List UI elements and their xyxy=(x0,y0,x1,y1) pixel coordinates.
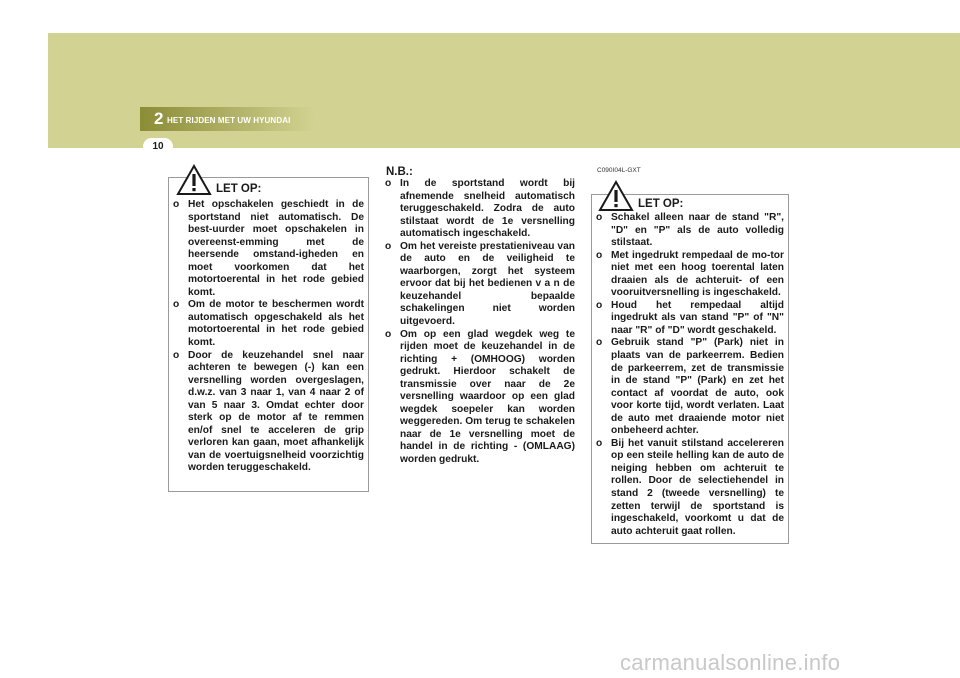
page-number: 10 xyxy=(152,141,164,152)
list-item: o Om de motor te beschermen wordt automatisch opgeschakeld als het motortoerental in het rode gebied komt. xyxy=(173,299,364,349)
list-item: o Gebruik stand "P" (Park) niet in plaats van de parkeerrem. Bedien de parkeerrem, zet de transmissie in de stand "P" (Park) en zet het contact af voordat de auto, ook voor korte tijd, wordt verlaten. Laat de auto met draaiende motor niet onbeheerd achter. xyxy=(596,337,784,437)
right-caution-list xyxy=(596,212,784,538)
list-item: o Om het vereiste prestatieniveau van de auto en de veiligheid te waarborgen, zorgt het systeem ervoor dat bij het bedienen v a n de keuzehandel bepaalde schakelingen niet worden uitgevoerd. xyxy=(385,240,575,328)
left-caution-title: LET OP: xyxy=(216,183,262,195)
chapter-title: HET RIJDEN MET UW HYUNDAI xyxy=(167,116,291,125)
list-item: o Het opschakelen geschiedt in de sportstand niet automatisch. De best-uurder moet opschakelen in overeenst-emming met de heersende omstand-igheden en moet voorkomen dat het motortoerental in het rode gebied komt. xyxy=(173,199,364,298)
list-item: o Met ingedrukt rempedaal de mo-tor niet met een hoog toerental laten draaien als de achteruit- of een vooruitversnelling is ingeschakeld. xyxy=(596,249,784,299)
list-item: o Bij het vanuit stilstand accelereren op een steile helling kan de auto de neiging hebben om achteruit te rollen. Door de selectiehendel in stand 2 (tweede versnelling) te zetten terwijl de sportstand is ingeschakeld, voorkomt u dat de auto achteruit gaat rollen. xyxy=(596,437,784,537)
note-list xyxy=(385,178,575,467)
chapter-number: 2 xyxy=(154,109,164,128)
left-caution-list xyxy=(173,199,364,475)
image-code: C090I04L-GXT xyxy=(597,167,641,174)
list-item: o Door de keuzehandel snel naar achteren te bewegen (-) kan een versnelling worden overgeslagen, d.w.z. van 3 naar 1, van 4 naar 2 of van 5 naar 3. Omdat echter door sterk op de motor af te remmen en/of snel te acceleren de grip verloren kan gaan, moet afhankelijk van de voertuigsnelheid voorzichtig worden teruggeschakeld. xyxy=(173,349,364,474)
right-caution-title: LET OP: xyxy=(638,198,684,210)
note-title: N.B.: xyxy=(386,166,413,178)
list-item: o Om op een glad wegdek weg te rijden moet de keuzehandel in de richting + (OMHOOG) worden gedrukt. Hierdoor schakelt de transmissie over naar de 2e versnelling waardoor op een glad wegdek soepeler kan worden weggereden. Om terug te schakelen naar de 1e versnelling moet de handel in de richting - (OMLAAG) worden gedrukt. xyxy=(385,328,575,466)
list-item: o Houd het rempedaal altijd ingedrukt als van stand "P" of "N" naar "R" of "D" wordt geschakeld. xyxy=(596,299,784,336)
warning-triangle-icon xyxy=(598,180,634,212)
warning-triangle-icon xyxy=(176,164,212,196)
list-item: o Schakel alleen naar de stand "R", "D" en "P" als de auto volledig stilstaat. xyxy=(596,212,784,249)
list-item: o In de sportstand wordt bij afnemende snelheid automatisch teruggeschakeld. Zodra de auto stilstaat wordt de 1e versnelling automatisch ingeschakeld. xyxy=(385,178,575,240)
watermark: carmanualsonline.info xyxy=(620,650,841,675)
